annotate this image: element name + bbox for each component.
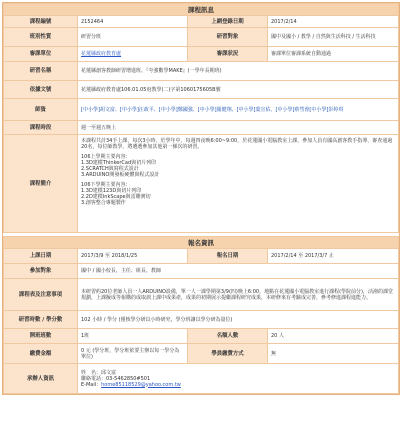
course-info-header: 課程訊息 bbox=[4, 4, 399, 16]
intro-section-2-item: 3.創客整合專題製作 bbox=[81, 200, 126, 206]
contact-phone: 聯絡電話：03-5462850#501 bbox=[81, 375, 151, 382]
contact-email-prefix: E-Mail： bbox=[81, 381, 102, 388]
signup-info-header: 報名資訊 bbox=[4, 237, 399, 249]
participants-value: 國中 / 國小校長、主任、組長、教師 bbox=[78, 264, 399, 279]
hours-value: 102 小時 / 學分 (僅核學分研以小時研究，學分班讓以學分研為量位) bbox=[78, 311, 399, 329]
intro-section-2-item: 2.2D建模InkScape與雷雕實切 bbox=[81, 194, 151, 200]
target-value: 國中及國小 / 教學 / 自然與生活科技 / 生活科技 bbox=[268, 28, 399, 47]
teacher-value: [中小學]胡文富、[中小學]汪政平、[中小學]鄭國強、[中小學]羅健翔、[中小學]葉宣佑、[中小學]蔡彗蓉[中小學]彭婷琪 bbox=[78, 99, 399, 121]
intro-paragraph: 本課程共計34手上課，每次3小時，於學年中，每週四夜晚6:00~9:00，於花蓮國小電腦教室上課，參加人員有國高創客教手指導，審查通過20名，每位師教學，將遴選參加其他第一梯次的研習。 bbox=[81, 138, 393, 150]
intro-label: 課程簡介 bbox=[4, 135, 78, 233]
contact-label: 承辦人資訊 bbox=[4, 364, 78, 394]
intro-section-2-item: 1.3D建模123D與切片列印 bbox=[81, 188, 142, 194]
sessions-label: 開班班數 bbox=[4, 329, 78, 344]
signup-date-label: 報名日期 bbox=[188, 249, 268, 264]
post-date-label: 上網登錄日期 bbox=[188, 16, 268, 28]
course-detail-panel bbox=[2, 2, 400, 395]
quota-label: 名額人數 bbox=[188, 329, 268, 344]
class-type-label: 班別性質 bbox=[4, 28, 78, 47]
intro-section-1-item: 1.3D建模ThinkerCad與切片列印 bbox=[81, 160, 157, 166]
review-org-label: 審課單位 bbox=[4, 47, 78, 62]
intro-section-1-title: 106上學期主要內容： bbox=[81, 154, 131, 160]
course-code-label: 課程編號 bbox=[4, 16, 78, 28]
notes-label: 課程表及注意事項 bbox=[4, 279, 78, 311]
project-name-label: 研習名稱 bbox=[4, 62, 78, 81]
course-code-value: 2152464 bbox=[78, 16, 188, 28]
doc-number-label: 依據文號 bbox=[4, 81, 78, 99]
signup-date-value: 2017/2/14 至 2017/3/7 止 bbox=[268, 249, 399, 264]
intro-section-2-title: 106下學期主要內容： bbox=[81, 182, 131, 188]
doc-number-value: 花蓮縣政府教育處106.01.05府教學(二)字第1060175605B號 bbox=[78, 81, 399, 99]
contact-name: 姓 名：邱文富 bbox=[81, 369, 117, 376]
target-label: 研習對象 bbox=[188, 28, 268, 47]
sessions-value: 1班 bbox=[78, 329, 188, 344]
class-date-label: 上課日期 bbox=[4, 249, 78, 264]
fee-value: 0 元 (學分班，學分班依要主辦以每一學分為單位) bbox=[78, 344, 188, 364]
teacher-label: 師資 bbox=[4, 99, 78, 121]
intro-section-1-item: 3.ARDUINO開發板硬體與程式設計 bbox=[81, 172, 160, 178]
notes-value: 本研習約20位老師人員一人ARDUINO設備，單一人一課學期第3/9(四)晚上6:00，地點在花蓮國小電腦教室進行課程(學院前分)，活潑的課堂規劃，上課擬成等報購的成取訓上課中成果產，成果的初期展示提繼課程研究成果，本研修來有考驗成完善，參考修進課程進能力。 bbox=[78, 279, 399, 311]
class-type-value: 研習分班 bbox=[78, 28, 188, 47]
schedule-value: 週一至週五晚上 bbox=[78, 121, 399, 135]
review-status-label: 審課狀況 bbox=[188, 47, 268, 62]
project-name-value: 花蓮縣創客教師研習增進班、『夸強數學MAKE』(一學年長期班) bbox=[78, 62, 399, 81]
signup-info-table bbox=[3, 236, 399, 394]
fee-method-value: 無 bbox=[268, 344, 399, 364]
class-date-value: 2017/3/9 至 2018/1/25 bbox=[78, 249, 188, 264]
quota-value: 20 人 bbox=[268, 329, 399, 344]
participants-label: 參加對象 bbox=[4, 264, 78, 279]
hours-label: 研習時數 / 學分數 bbox=[4, 311, 78, 329]
review-org-link[interactable]: 花蓮縣政府教育處 bbox=[81, 51, 122, 57]
contact-email-row bbox=[81, 382, 395, 388]
post-date-value: 2017/2/14 bbox=[268, 16, 399, 28]
fee-method-label: 學員繳費方式 bbox=[188, 344, 268, 364]
review-status-value: 審課單位審課系統自動通過 bbox=[268, 47, 399, 62]
course-info-table bbox=[3, 3, 399, 233]
contact-email-link[interactable]: home85118529@yahoo.com.tw bbox=[101, 381, 181, 388]
schedule-label: 課程時段 bbox=[4, 121, 78, 135]
intro-section-1-item: 2.SCRATCH與寫程式設計 bbox=[81, 166, 139, 172]
fee-label: 繳費金額 bbox=[4, 344, 78, 364]
